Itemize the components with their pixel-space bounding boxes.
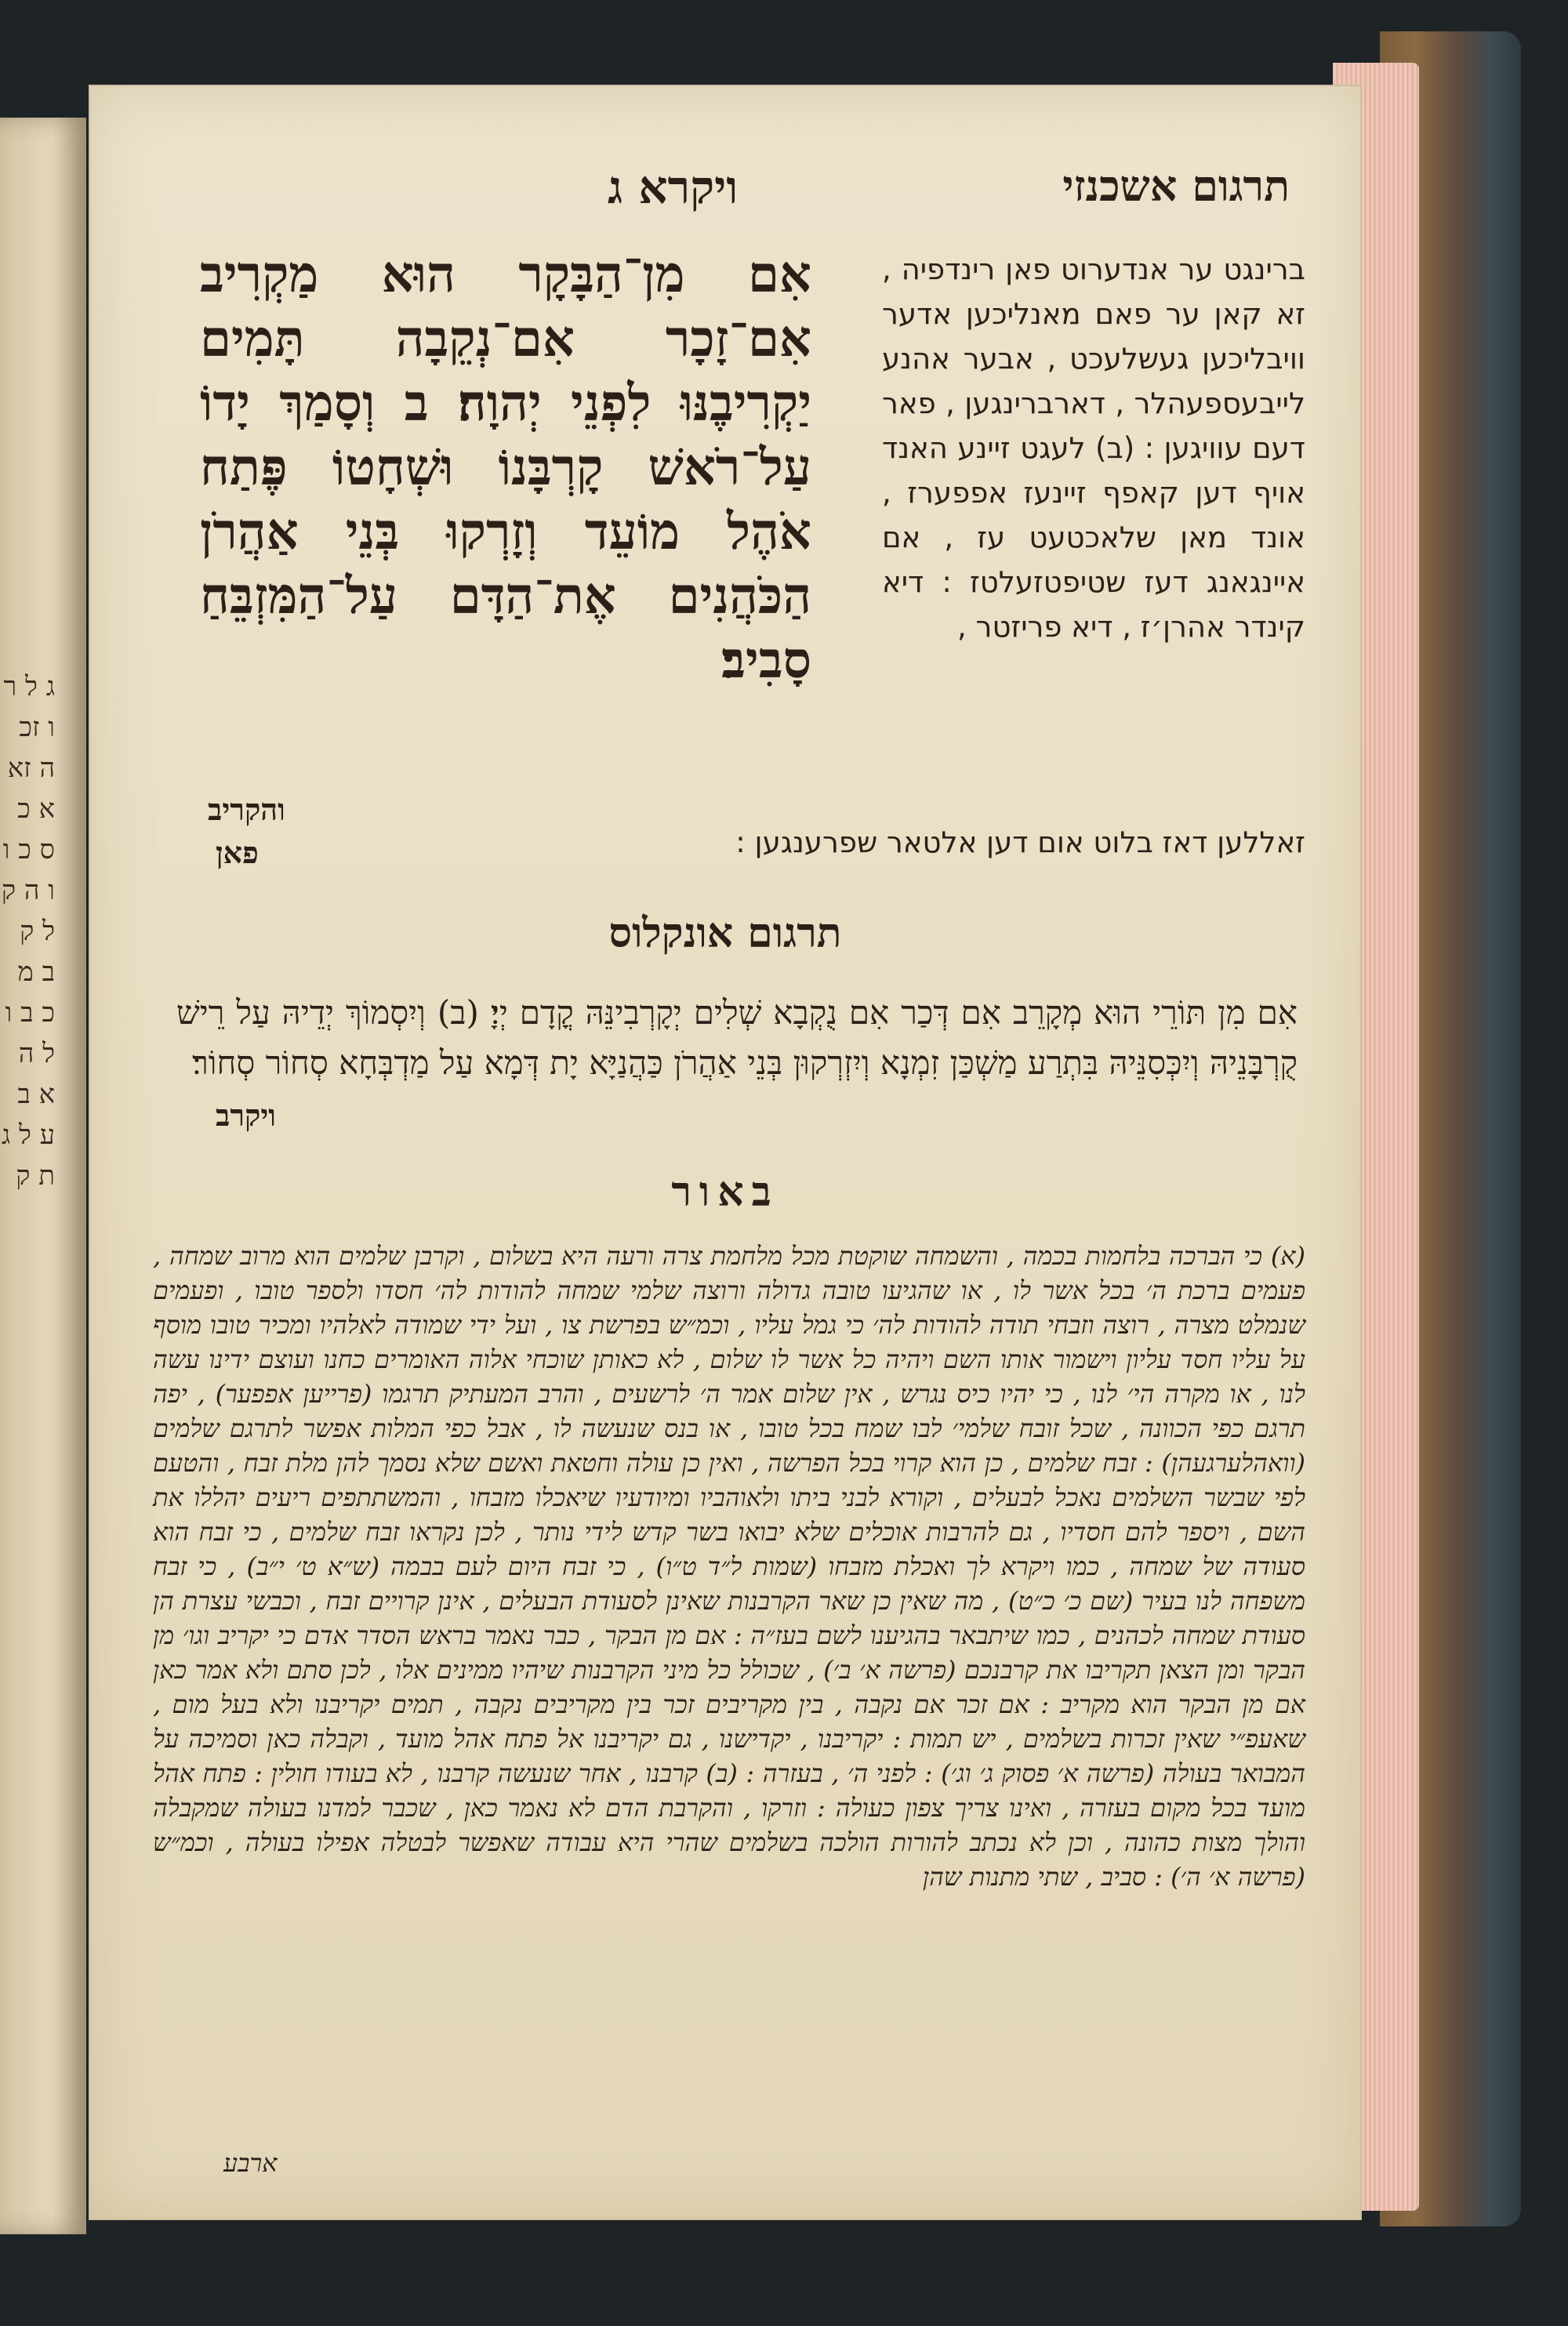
torah-verse-text: אִם מִן־הַבָּקָר הוּא מַקְרִיב אִם־זָכָר אִם־נְקֵבָה תָּמִים יַקְרִיבֶנּוּ לִפְנֵי יְהוָה׃ ב וְסָמַךְ יָדוֹ עַל־רֹאשׁ קָרְבָּנוֹ וּשְׁחָטוֹ פֶּתַח אֹהֶל מוֹעֵד וְזָרְקוּ בְּנֵי אַהֲרֹן הַכֹּהֲנִים אֶת־הַדָּם עַל־הַמִּזְבֵּחַ סָבִיב׃ xyxy=(200,245,811,690)
header-vayikra-chapter: ויקרא ג xyxy=(608,161,739,214)
header-targum-ashkenazi: תרגום אשכנזי xyxy=(1062,161,1290,211)
ashkenazi-translation-last-line: זאללען דאז בלוט אום דען אלטאר שפרענגען : xyxy=(735,826,1305,859)
biur-commentary-text: (א) כי הברכה בלחמות בכמה , והשמחה שוקטת מכל מלחמת צרה ורעה היא בשלום , וקרבן שלמים הוא מרוב שמחה , פעמים ברכת ה׳ בכל אשר לו , או שהגיעו טובה גדולה ורוצה שלמי שמחה להודות לה׳ חסדו ולספר טובו , ופעמים שנמלט מצרה , רוצה וזבחי תודה להודות לה׳ כי גמל עליו , וכמ״ש בפרשת צו , ועל ידי שמודה לאלהיו ומכיר טובו מוסף על עליו חסד עליון וישמור אותו השם ויהיה כל אשר לו שלום , לא כאותן שוכחי אלוה האומרים כחנו ועוצם ידינו עשה לנו , או מקרה הי׳ לנו , כי יהיו כיס נגרש , אין שלום אמר ה׳ לרשעים , והרב המעתיק תרגמו (פרייען אפפער) , יפה תרגם כפי הכוונה , שכל זובח שלמי׳ לבו שמח בכל טובו , או בנס שנעשה לו , אבל כפי המלות אפשר לתרגם שלמים (וואהלערגעהן) : זבח שלמים , כן הוא קרוי בכל הפרשה , ואין כן עולה וחטאת ואשם שלא נסמך להן מלת זבח , והטעם לפי שבשר השלמים נאכל לבעלים , וקורא לבני ביתו ולאוהביו ומיודעיו שיאכלו מזבחו , והמשתתפים ריעים יהללו את השם , ויספר להם חסדיו , גם להרבות אוכלים שלא יבואו בשר קדש לידי נותר , לכן נקראו זבח שלמים , כי זבח הוא סעודה של שמחה , כמו ויקרא לך ואכלת מזבחו (שמות ל״ד ט״ו) , כי זבח היום לעם בבמה (ש״א ט׳ י״ב) , כי זבח משפחה לנו בעיר (שם כ׳ כ״ט) , מה שאין כן שאר הקרבנות שאינן לסעודת הבעלים , אינן קרויים זבח , וכבשי עצרת הן סעודת שמחה לכהנים , כמו שיתבאר בהגיענו לשם בעז״ה : אם מן הבקר , כבר נאמר בראש הסדר אדם כי יקריב וגו׳ מן הבקר ומן הצאן תקריבו את קרבנכם (פרשה א׳ ב׳) , שכולל כל מיני הקרבנות שיהיו ממינים אלו , לכן סתם ולא אמר כאן אם מן הבקר הוא מקריב : אם זכר אם נקבה , בין מקריבים זכר בין מקריבים נקבה , תמים יקריבנו ולא בעל מום , שאעפ״י שאין זכרות בשלמים , יש תמות : יקריבנו , יקדישנו , גם יקריבנו אל פתח אהל מועד , וקבלה כאן וסמיכה על המבואר בעולה (פרשה א׳ פסוק ג׳ וג׳) : לפני ה׳ , בעזרה : (ב) קרבנו , אחר שנעשה קרבנו , לא בעודו חולין : פתח אהל מועד בכל מקום בעזרה , ואינו צריך צפון כעולה : וזרקו , והקרבת הדם לא נאמר כאן , שכבר למדנו בעולה שמקבלה והולך מצות כהונה , וכן לא נכתב להורות הולכה בשלמים שהרי היא עבודה שאפשר לבטלה אפילו בעולה , וכמ״ש (פרשה א׳ ה׳) : סביב , שתי מתנות שהן xyxy=(153,1241,1306,1892)
biur-heading: באור xyxy=(671,1168,779,1216)
onkelos-heading: תרגום אונקלוס xyxy=(608,909,842,957)
catchword-arba: ארבע xyxy=(223,2148,278,2178)
catchword-fun: פאן xyxy=(216,835,259,870)
onkelos-text: אִם מִן תּוֹרֵי הוּא מְקָרֵב אִם דְּכַר אִם נֻקְבָא שְׁלִים יְקָרְבִינֵּהּ קֳדָם יְיָ׃ (ב) וְיִסְמוֹךְ יְדֵיהּ עַל רֵישׁ קֻרְבָּנֵיהּ וְיִכְּסִנֵּיהּ בִּתְרַע מַשְׁכַּן זִמְנָא וְיִזְרְקוּן בְּנֵי אַהֲרֹן כַּהֲנַיָּא יָת דְּמָא עַל מַדְבְּחָא סְחוֹר סְחוֹר׃ xyxy=(176,993,1298,1082)
ashkenazi-translation-text: ברינגט ער אנדערוט פאן רינדפיה , זא קאן ער פאם מאנליכען אדער וויבליכען געשלעכט , אבער אהנע לייבעספעהלר , דארברינגען , פאר דעם עוויגען : (ב) לעגט זיינע האנד אויף דען קאפף זיינעז אפפערז , אונד מאן שלאכטעט עז , אם איינגאנג דעז שטיפטזעלטז : דיא קינדר אהרן׳ז , דיא פריזטר , xyxy=(882,252,1305,644)
catchword-vikarev: ויקרב xyxy=(216,1098,277,1133)
left-page-text-fragments: ג ל ר ו זכ ה זא א כ ס כ ו ו ה ק ל ק ב מ כ ב ו ל ה א ב ע ל ג ת ק xyxy=(1,671,55,1192)
left-page xyxy=(0,118,86,2234)
right-page xyxy=(90,86,1360,2219)
catchword-vehikriv: והקריב xyxy=(208,792,285,827)
